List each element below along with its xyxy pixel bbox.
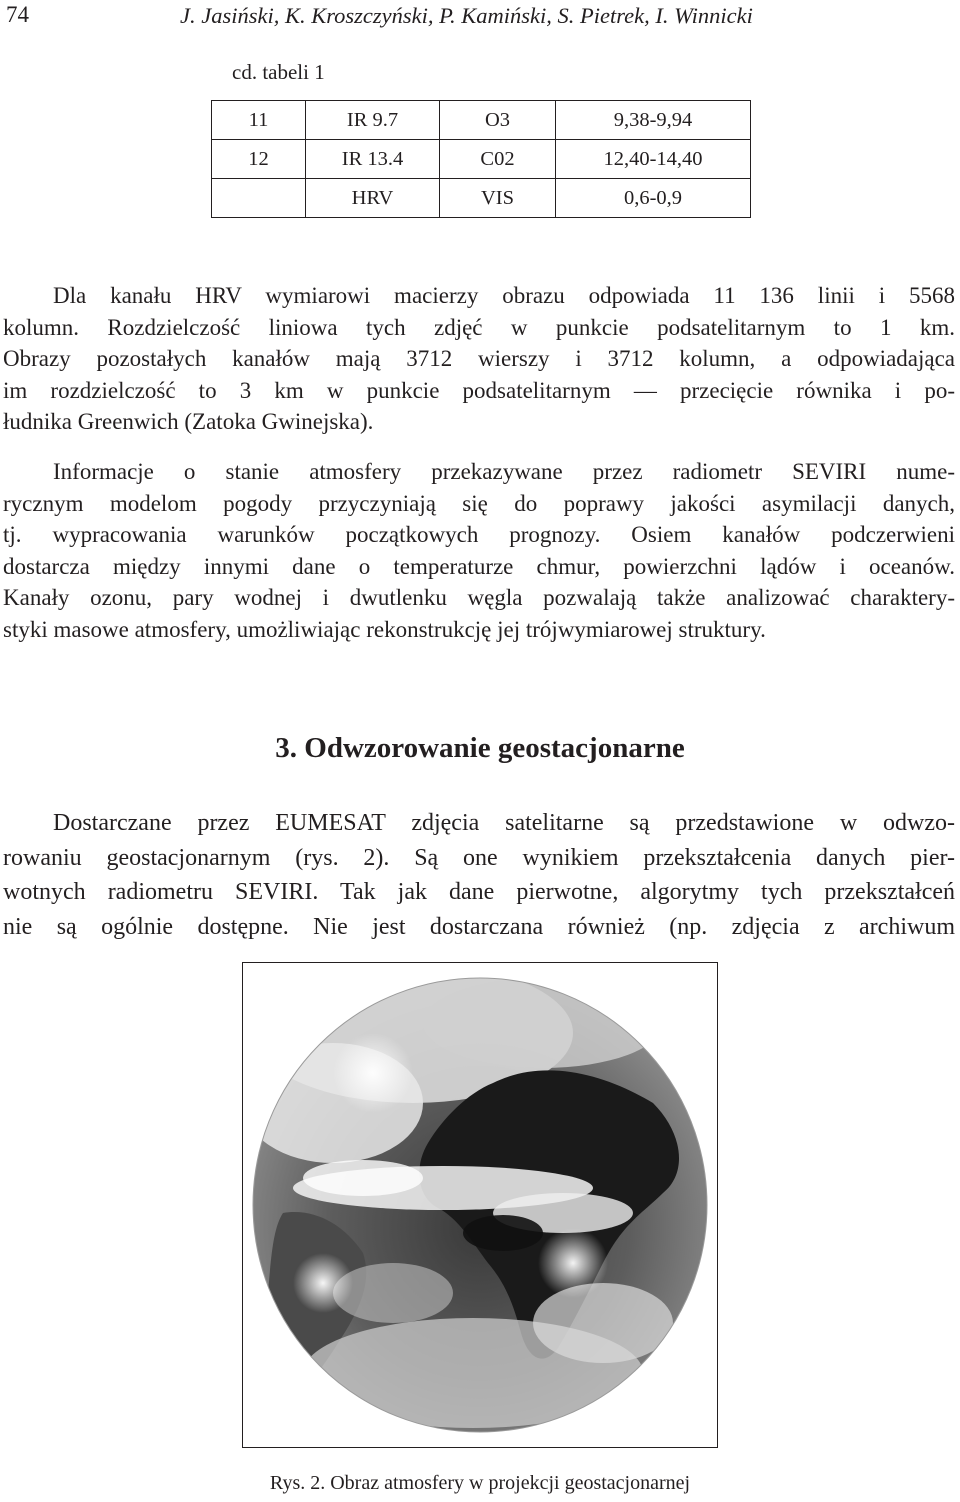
table-cell: 12 — [212, 140, 306, 179]
paragraph-seviri — [3, 456, 955, 645]
table-caption: cd. tabeli 1 — [232, 60, 325, 84]
earth-disk-image — [243, 963, 717, 1447]
text-line: Obrazy pozostałych kanałów mają 3712 wierszy i 3712 kolumn, a odpowiadająca — [3, 346, 955, 371]
figure-caption: Rys. 2. Obraz atmosfery w projekcji geostacjonarnej — [269, 1472, 691, 1494]
table-cell — [212, 179, 306, 218]
text-line: Dla kanału HRV wymiarowi macierzy obrazu odpowiada 11 136 linii i 5568 — [53, 283, 955, 308]
running-head: J. Jasiński, K. Kroszczyński, P. Kamiński, S. Pietrek, I. Winnicki — [180, 3, 753, 28]
table-cell: 11 — [212, 101, 306, 140]
text-line: rycznym modelom pogody przyczyniają się do poprawy jakości asymilacji danych, — [3, 490, 955, 516]
table-cell: 0,6-0,9 — [556, 179, 751, 218]
table-row — [212, 101, 751, 140]
table-cell: VIS — [440, 179, 556, 218]
text-line: kolumn. Rozdzielczość liniowa tych zdjęć w punkcie podsatelitarnym to 1 km. — [3, 314, 955, 340]
table-cell: O3 — [440, 101, 556, 140]
text-line: łudnika Greenwich (Zatoka Gwinejska). — [3, 409, 374, 434]
text-line: Informacje o stanie atmosfery przekazywane przez radiometr SEVIRI nume- — [53, 459, 955, 484]
text-line: tj. wypracowania warunków początkowych prognozy. Osiem kanałów podczerwieni — [3, 522, 955, 547]
paragraph-hrv — [3, 280, 955, 438]
channel-table — [211, 100, 751, 218]
text-line: Kanały ozonu, pary wodnej i dwutlenku węgla pozwalają także analizować charaktery- — [3, 585, 955, 610]
text-line: styki masowe atmosfery, umożliwiając rekonstrukcję jej trójwymiarowej struktury. — [3, 616, 766, 642]
text-line: dostarcza między innymi dane o temperaturze chmur, powierzchni lądów i oceanów. — [3, 553, 955, 579]
text-line: im rozdzielczość to 3 km w punkcie podsatelitarnym — przecięcie równika i po- — [3, 377, 955, 403]
figure-satellite-image — [242, 962, 718, 1448]
text-line: rowaniu geostacjonarnym (rys. 2). Są one wynikiem przekształcenia danych pier- — [3, 844, 955, 871]
table-cell: 12,40-14,40 — [556, 140, 751, 179]
table-cell: IR 13.4 — [306, 140, 440, 179]
text-line: wotnych radiometru SEVIRI. Tak jak dane pierwotne, algorytmy tych przekształceń — [3, 879, 955, 905]
page-number: 74 — [6, 2, 29, 27]
text-line: nie są ogólnie dostępne. Nie jest dostarczana również (np. zdjęcia z archiwum — [3, 913, 955, 940]
table-cell: IR 9.7 — [306, 101, 440, 140]
table-cell: 9,38-9,94 — [556, 101, 751, 140]
section-heading: 3. Odwzorowanie geostacjonarne — [275, 732, 685, 764]
table-cell: HRV — [306, 179, 440, 218]
table-cell: C02 — [440, 140, 556, 179]
paragraph-eumesat — [3, 806, 955, 944]
table-row — [212, 179, 751, 218]
text-line: Dostarczane przez EUMESAT zdjęcia satelitarne są przedstawione w odwzo- — [53, 810, 955, 836]
table-row — [212, 140, 751, 179]
